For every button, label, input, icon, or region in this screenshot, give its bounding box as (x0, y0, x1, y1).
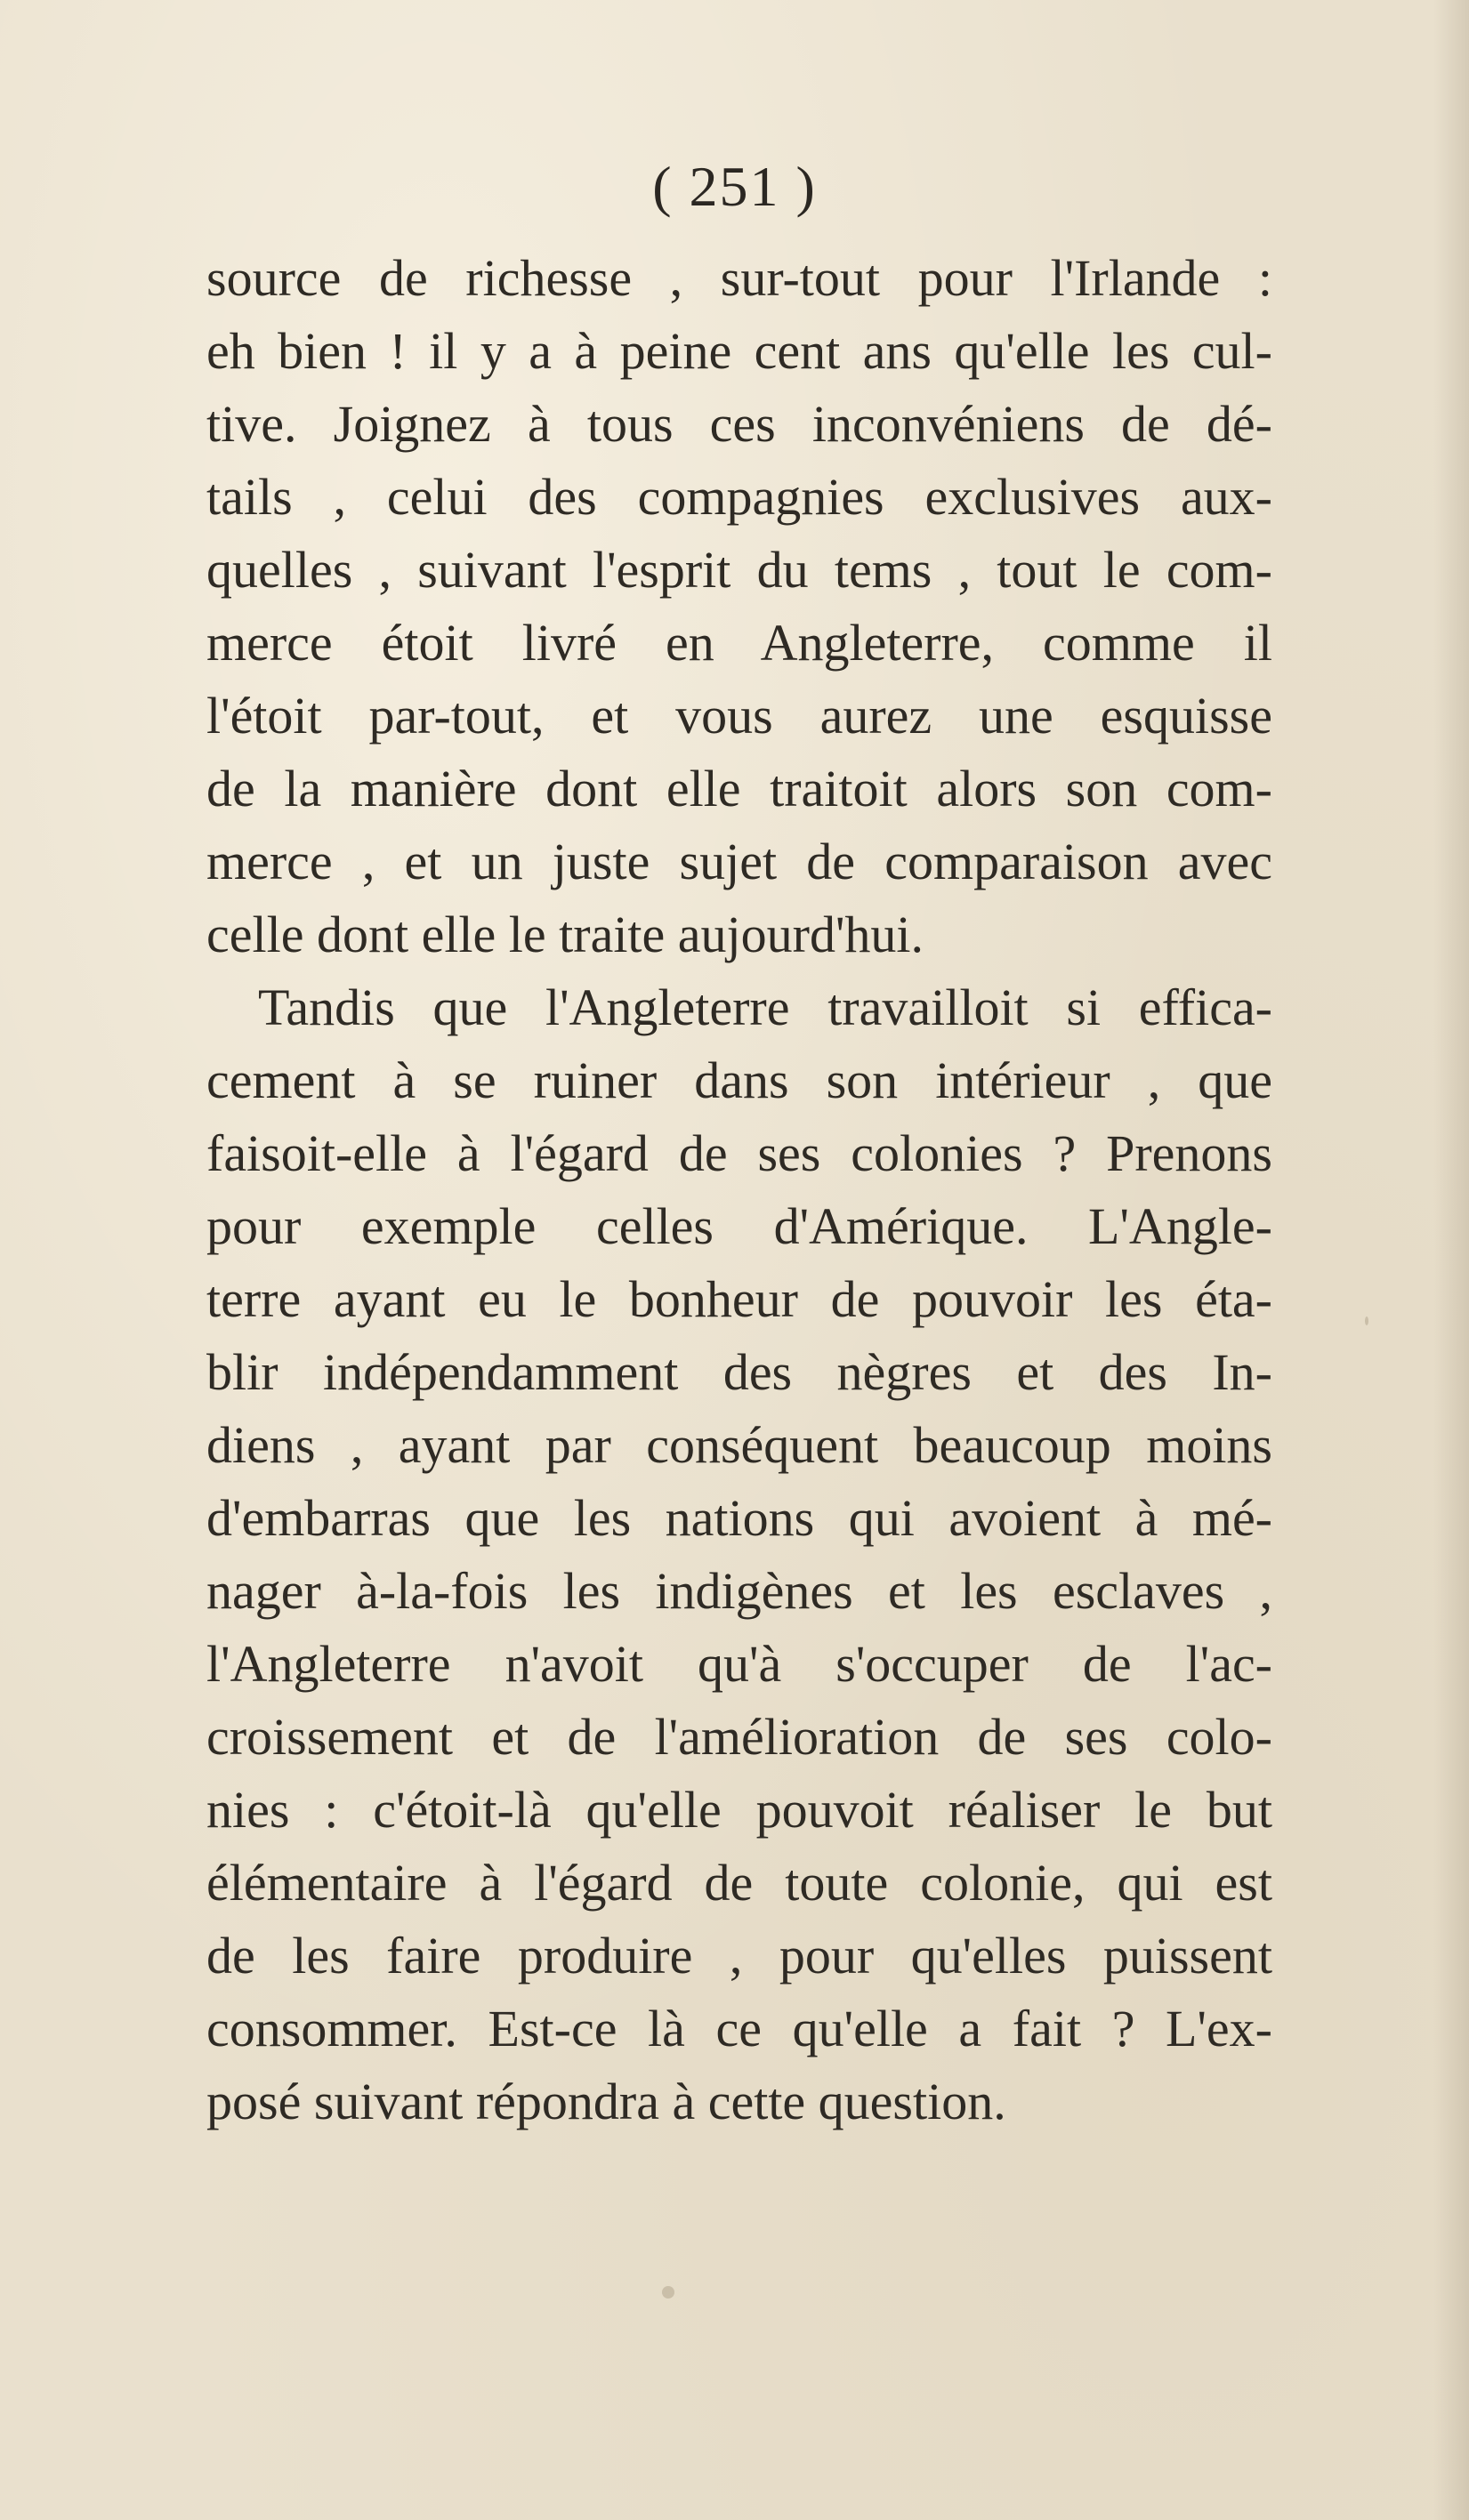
text-line: nies : c'étoit-là qu'elle pouvoit réaliser le but (206, 1781, 1272, 1839)
text-line: l'étoit par-tout, et vous aurez une esquisse (206, 687, 1272, 745)
text-line: de les faire produire , pour qu'elles puissent (206, 1927, 1272, 1985)
text-line: de la manière dont elle traitoit alors son com- (206, 760, 1272, 817)
text-line: source de richesse , sur-tout pour l'Irlande : (206, 249, 1272, 307)
text-line: tive. Joignez à tous ces inconvéniens de dé- (206, 395, 1272, 453)
text-line: l'Angleterre n'avoit qu'à s'occuper de l'ac- (206, 1635, 1272, 1693)
text-line: diens , ayant par conséquent beaucoup moins (206, 1416, 1272, 1474)
text-line: croissement et de l'amélioration de ses colo- (206, 1708, 1272, 1766)
text-line: blir indépendamment des nègres et des In- (206, 1343, 1272, 1401)
text-line: eh bien ! il y a à peine cent ans qu'elle les cul- (206, 322, 1272, 380)
text-line: faisoit-elle à l'égard de ses colonies ? Prenons (206, 1124, 1272, 1182)
text-line: cement à se ruiner dans son intérieur , que (206, 1051, 1272, 1109)
text-line: tails , celui des compagnies exclusives aux- (206, 468, 1272, 526)
paragraph-last-line: posé suivant répondra à cette question. (206, 2073, 1006, 2130)
text-line: merce , et un juste sujet de comparaison avec (206, 833, 1272, 890)
paragraph-first-line: Tandis que l'Angleterre travailloit si effica- (258, 978, 1272, 1036)
page-number: ( 251 ) (652, 155, 817, 218)
text-line: merce étoit livré en Angleterre, comme il (206, 614, 1272, 672)
text-line: nager à-la-fois les indigènes et les esclaves , (206, 1562, 1272, 1620)
text-line: quelles , suivant l'esprit du tems , tout le com- (206, 541, 1272, 599)
text-line: pour exemple celles d'Amérique. L'Angle- (206, 1197, 1272, 1255)
paper-speck (662, 2286, 674, 2299)
text-line: terre ayant eu le bonheur de pouvoir les éta- (206, 1270, 1272, 1328)
paragraph-last-line: celle dont elle le traite aujourd'hui. (206, 906, 924, 963)
text-line: consommer. Est-ce là ce qu'elle a fait ? L'ex- (206, 2000, 1272, 2057)
text-line: d'embarras que les nations qui avoient à mé- (206, 1489, 1272, 1547)
body-text (206, 242, 1272, 2138)
text-line: élémentaire à l'égard de toute colonie, qui est (206, 1854, 1272, 1912)
page-gutter-shadow (1433, 0, 1469, 2520)
paper-speck (1365, 1316, 1368, 1325)
